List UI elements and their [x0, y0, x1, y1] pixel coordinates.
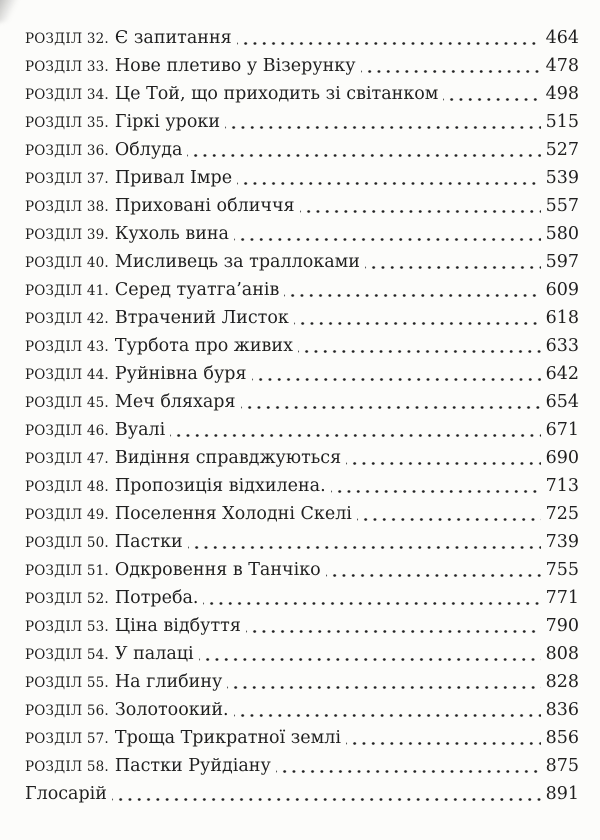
- toc-entry-chapter-label: РОЗДІЛ 44.: [25, 367, 109, 383]
- toc-entry: [25, 276, 579, 304]
- toc-entry-chapter-label: РОЗДІЛ 52.: [25, 591, 109, 607]
- toc-entry-title: Привал Імре: [114, 168, 233, 188]
- toc-entry-page-number: 790: [545, 616, 579, 636]
- dot-leader: [357, 500, 541, 528]
- toc-entry-title: У палаці: [114, 644, 194, 664]
- dot-leader: [237, 24, 541, 52]
- toc-entry: [25, 612, 579, 640]
- toc-entry-title: Приховані обличчя: [114, 196, 295, 216]
- toc-entry-page-number: 690: [545, 448, 579, 468]
- toc-entry-page-number: 713: [545, 476, 579, 496]
- dot-leader: [234, 696, 541, 724]
- toc-entry-title: Втрачений Листок: [114, 308, 289, 328]
- toc-entry: [25, 556, 579, 584]
- dot-leader: [187, 136, 540, 164]
- toc-entry: [25, 640, 579, 668]
- dot-leader: [300, 192, 541, 220]
- toc-entry-title: Одкровення в Танчіко: [114, 560, 321, 580]
- toc-entry: [25, 304, 579, 332]
- toc-entry: [25, 52, 579, 80]
- dot-leader: [227, 668, 540, 696]
- toc-entry-page-number: 891: [545, 784, 579, 804]
- toc-entry-chapter-label: РОЗДІЛ 47.: [25, 451, 109, 467]
- toc-entry-page-number: 515: [545, 112, 579, 132]
- toc-entry-chapter-label: РОЗДІЛ 35.: [25, 115, 109, 131]
- toc-entry-chapter-label: РОЗДІЛ 55.: [25, 675, 109, 691]
- toc-entry-title: Потреба.: [114, 588, 199, 608]
- toc-entry-page-number: 856: [545, 728, 579, 748]
- dot-leader: [346, 724, 541, 752]
- toc-entry-page-number: 755: [545, 560, 579, 580]
- toc-entry: [25, 500, 579, 528]
- toc-entry-chapter-label: РОЗДІЛ 40.: [25, 255, 109, 271]
- toc-entry-chapter-label: РОЗДІЛ 57.: [25, 731, 109, 747]
- toc-entry: [25, 752, 579, 780]
- toc-entry-title: Глосарій: [25, 784, 107, 804]
- toc-entry-chapter-label: РОЗДІЛ 36.: [25, 143, 109, 159]
- toc-entry-title: Вуалі: [114, 420, 166, 440]
- toc-entry-title: Троща Трикратної землі: [114, 728, 341, 748]
- toc-entry: [25, 724, 579, 752]
- toc-entry: [25, 584, 579, 612]
- toc-entry-page-number: 836: [545, 700, 579, 720]
- toc-entry-page-number: 633: [545, 336, 579, 356]
- toc-entry-page-number: 828: [545, 672, 579, 692]
- toc-entry-chapter-label: РОЗДІЛ 37.: [25, 171, 109, 187]
- toc-entry-title: Руйнівна буря: [114, 364, 247, 384]
- toc-entry: [25, 360, 579, 388]
- toc-entry-page-number: 725: [545, 504, 579, 524]
- scan-corner-artifact: [0, 0, 26, 24]
- toc-entry-title: Це Той, що приходить зі світанком: [114, 84, 439, 104]
- toc-entry-chapter-label: РОЗДІЛ 43.: [25, 339, 109, 355]
- toc-entry: [25, 248, 579, 276]
- toc-entry-chapter-label: РОЗДІЛ 41.: [25, 283, 109, 299]
- toc-entry-page-number: 771: [545, 588, 579, 608]
- toc-entry-page-number: 478: [545, 56, 579, 76]
- toc-entry-title: Є запитання: [114, 28, 232, 48]
- dot-leader: [225, 108, 541, 136]
- toc-entry-chapter-label: РОЗДІЛ 39.: [25, 227, 109, 243]
- toc-entry-title: Поселення Холодні Скелі: [114, 504, 352, 524]
- toc-entry-page-number: 642: [545, 364, 579, 384]
- toc-entry-page-number: 539: [545, 168, 579, 188]
- dot-leader: [294, 304, 541, 332]
- toc-entry-chapter-label: РОЗДІЛ 45.: [25, 395, 109, 411]
- toc-entry: [25, 136, 579, 164]
- toc-entry-page-number: 527: [545, 140, 579, 160]
- toc-entry: [25, 332, 579, 360]
- dot-leader: [346, 444, 540, 472]
- toc-entry-chapter-label: РОЗДІЛ 53.: [25, 619, 109, 635]
- toc-entry-page-number: 580: [545, 224, 579, 244]
- toc-entry: [25, 108, 579, 136]
- toc-entry-chapter-label: РОЗДІЛ 48.: [25, 479, 109, 495]
- toc-entry-chapter-label: РОЗДІЛ 50.: [25, 535, 109, 551]
- toc-entry-title: Турбота про живих: [114, 336, 293, 356]
- toc-entry-title: Меч бляхаря: [114, 392, 236, 412]
- toc-entry: [25, 164, 579, 192]
- dot-leader: [234, 220, 541, 248]
- toc-entry-page-number: 808: [545, 644, 579, 664]
- toc-entry: [25, 444, 579, 472]
- toc-entry: [25, 472, 579, 500]
- toc-entry: [25, 24, 579, 52]
- toc-entry-page-number: 557: [545, 196, 579, 216]
- dot-leader: [199, 640, 541, 668]
- toc-entry-chapter-label: РОЗДІЛ 32.: [25, 31, 109, 47]
- toc-entry-title: Кухоль вина: [114, 224, 229, 244]
- toc-entry-chapter-label: РОЗДІЛ 34.: [25, 87, 109, 103]
- toc-entry-title: Серед туатга’анів: [114, 280, 280, 300]
- toc-entry-page-number: 671: [545, 420, 579, 440]
- toc-entry-chapter-label: РОЗДІЛ 42.: [25, 311, 109, 327]
- toc-entry: [25, 416, 579, 444]
- toc-entry-chapter-label: РОЗДІЛ 46.: [25, 423, 109, 439]
- toc-entry-title: Пропозиція відхилена.: [114, 476, 326, 496]
- toc-entry-page-number: 609: [545, 280, 579, 300]
- toc-entry-chapter-label: РОЗДІЛ 38.: [25, 199, 109, 215]
- toc-entry-title: Мисливець за траллоками: [114, 252, 360, 272]
- dot-leader: [252, 360, 541, 388]
- dot-leader: [298, 332, 541, 360]
- toc-entry-title: Нове плетиво у Візерунку: [114, 56, 356, 76]
- dot-leader: [241, 388, 541, 416]
- toc-entry: [25, 668, 579, 696]
- toc-entry-page-number: 875: [545, 756, 579, 776]
- dot-leader: [443, 80, 540, 108]
- toc-entry: [25, 388, 579, 416]
- toc-entry-title: Пастки: [114, 532, 183, 552]
- dot-leader: [326, 556, 541, 584]
- dot-leader: [284, 276, 540, 304]
- dot-leader: [188, 528, 541, 556]
- toc-entry-chapter-label: РОЗДІЛ 54.: [25, 647, 109, 663]
- toc-entry: [25, 80, 579, 108]
- toc-entry-page-number: 498: [545, 84, 579, 104]
- toc-entry-page-number: 597: [545, 252, 579, 272]
- toc-entry-title: Видіння справджуються: [114, 448, 342, 468]
- dot-leader: [246, 612, 541, 640]
- toc-entry-title: Ціна відбуття: [114, 616, 241, 636]
- toc-entry-chapter-label: РОЗДІЛ 56.: [25, 703, 109, 719]
- toc-entry-chapter-label: РОЗДІЛ 49.: [25, 507, 109, 523]
- dot-leader: [276, 752, 541, 780]
- toc-entry: [25, 696, 579, 724]
- toc-entry: [25, 528, 579, 556]
- toc-entry-chapter-label: РОЗДІЛ 51.: [25, 563, 109, 579]
- dot-leader: [170, 416, 540, 444]
- toc-entry-page-number: 618: [545, 308, 579, 328]
- toc-entry-page-number: 739: [545, 532, 579, 552]
- dot-leader: [112, 780, 541, 808]
- toc-entry-title: Облуда: [114, 140, 183, 160]
- dot-leader: [331, 472, 541, 500]
- toc-entry-title: На глибину: [114, 672, 223, 692]
- toc-entry-chapter-label: РОЗДІЛ 33.: [25, 59, 109, 75]
- toc-entry-title: Пастки Руйдіану: [114, 756, 271, 776]
- toc-entry: [25, 192, 579, 220]
- toc-entry-page-number: 464: [545, 28, 579, 48]
- toc-entry-chapter-label: РОЗДІЛ 58.: [25, 759, 109, 775]
- toc-entry-title: Золотоокий.: [114, 700, 229, 720]
- dot-leader: [361, 52, 541, 80]
- toc-entry-title: Гіркі уроки: [114, 112, 221, 132]
- toc-entry: [25, 220, 579, 248]
- table-of-contents: [25, 24, 579, 808]
- dot-leader: [203, 584, 540, 612]
- dot-leader: [365, 248, 541, 276]
- dot-leader: [237, 164, 541, 192]
- toc-entry: [25, 780, 579, 808]
- toc-entry-page-number: 654: [545, 392, 579, 412]
